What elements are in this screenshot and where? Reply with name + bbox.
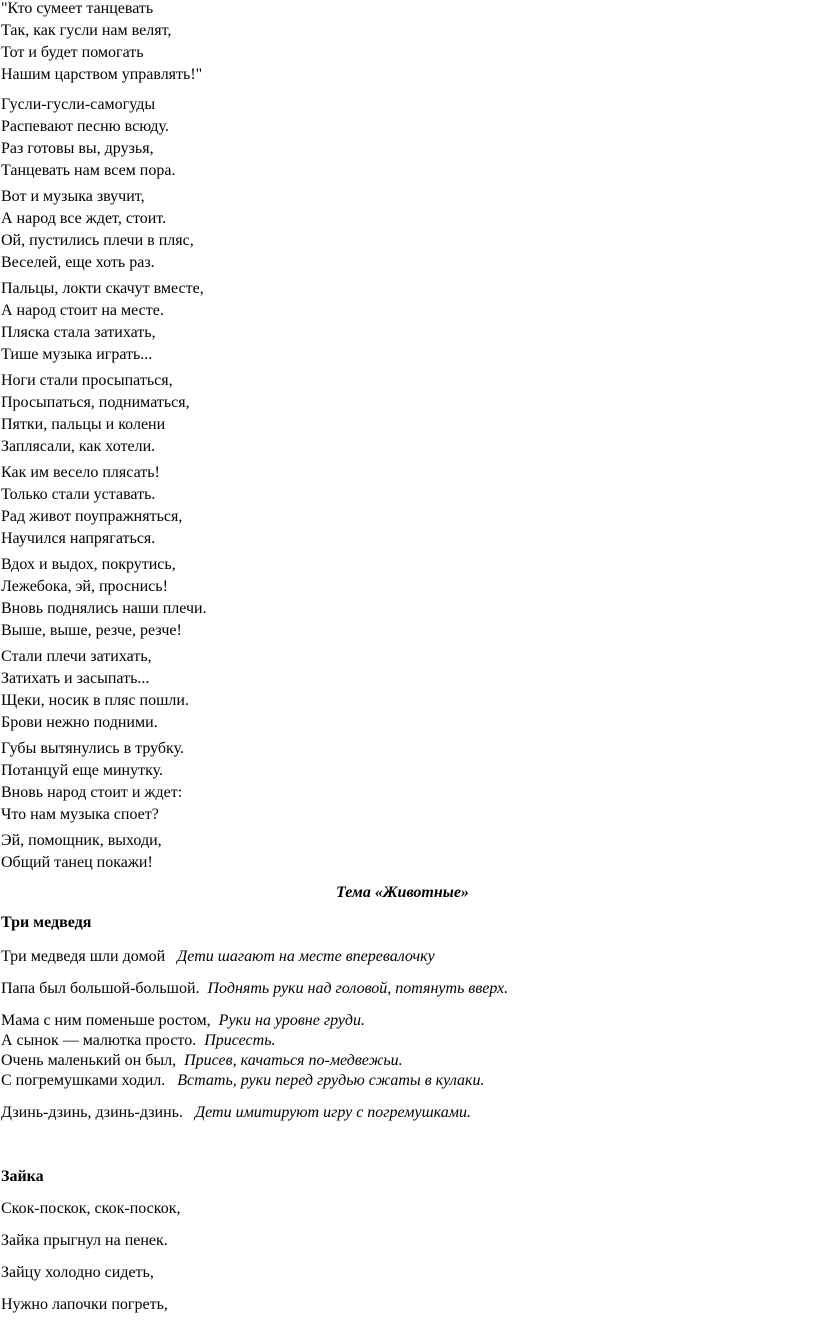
poem-line: Ноги стали просыпаться,	[1, 372, 173, 389]
verse-text: Мама с ним поменьше ростом,	[1, 1012, 211, 1029]
poem-line: Тот и будет помогать	[1, 44, 144, 61]
poem-line: Нашим царством управлять!"	[1, 66, 203, 83]
poem-line: А народ все ждет, стоит.	[1, 210, 167, 227]
poem-line: Пятки, пальцы и колени	[1, 416, 166, 433]
poem-line: Общий танец покажи!	[1, 854, 153, 871]
poem-line: Научился напрягаться.	[1, 530, 156, 547]
poem-line: Эй, помощник, выходи,	[1, 832, 162, 849]
poem-line: Губы вытянулись в трубку.	[1, 740, 184, 757]
verse-text: Дзинь-дзинь, дзинь-дзинь.	[1, 1104, 183, 1121]
heading-three-bears: Три медведя	[1, 914, 92, 931]
bears-line	[1, 1050, 403, 1072]
verse-text: Очень маленький он был,	[1, 1052, 177, 1069]
poem-line: Лежебока, эй, проснись!	[1, 578, 168, 595]
poem-line: Вдох и выдох, покрутись,	[1, 556, 176, 573]
poem-line: Заплясали, как хотели.	[1, 438, 156, 455]
action-note: Встать, руки перед грудью сжаты в кулаки.	[177, 1072, 485, 1089]
action-note: Присев, качаться по-медвежьи.	[184, 1052, 403, 1069]
poem-line: Просыпаться, подниматься,	[1, 394, 190, 411]
poem-line: "Кто сумеет танцевать	[1, 0, 154, 17]
poem-line: Только стали уставать.	[1, 486, 156, 503]
bears-line	[1, 1030, 275, 1052]
bears-line	[1, 1070, 484, 1092]
action-note: Дети шагают на месте вперевалочку	[177, 948, 435, 965]
poem-line: Вновь поднялись наши плечи.	[1, 600, 207, 617]
poem-line: Что нам музыка споет?	[1, 806, 159, 823]
poem-line: Брови нежно подними.	[1, 714, 158, 731]
verse-text: С погремушками ходил.	[1, 1072, 166, 1089]
bunny-line: Зайцу холодно сидеть,	[1, 1264, 154, 1281]
bunny-line: Скок-поскок, скок-поскок,	[1, 1200, 181, 1217]
poem-line: Рад живот поупражняться,	[1, 508, 183, 525]
action-note: Поднять руки над головой, потянуть вверх.	[207, 980, 509, 997]
poem-line: Распевают песню всюду.	[1, 118, 169, 135]
poem-line: Веселей, еще хоть раз.	[1, 254, 155, 271]
section-title: Тема «Животные»	[336, 884, 469, 901]
poem-line: Раз готовы вы, друзья,	[1, 140, 154, 157]
action-note: Дети имитируют игру с погремушками.	[194, 1104, 471, 1121]
poem-line: Потанцуй еще минутку.	[1, 762, 164, 779]
bears-line	[1, 946, 435, 968]
bears-line	[1, 1102, 471, 1124]
poem-line: Ой, пустились плечи в пляс,	[1, 232, 194, 249]
poem-line: Тише музыка играть...	[1, 346, 153, 363]
poem-line: Гусли-гусли-самогуды	[1, 96, 156, 113]
poem-line: Вот и музыка звучит,	[1, 188, 145, 205]
poem-line: Вновь народ стоит и ждет:	[1, 784, 183, 801]
bunny-line: Зайка прыгнул на пенек.	[1, 1232, 168, 1249]
poem-line: Стали плечи затихать,	[1, 648, 152, 665]
bears-line	[1, 978, 508, 1000]
poem-line: Затихать и засыпать...	[1, 670, 150, 687]
verse-text: Три медведя шли домой	[1, 948, 166, 965]
heading-bunny: Зайка	[1, 1168, 44, 1185]
poem-line: Щеки, носик в пляс пошли.	[1, 692, 189, 709]
poem-line: Пальцы, локти скачут вместе,	[1, 280, 204, 297]
bears-line	[1, 1010, 365, 1032]
poem-line: Танцевать нам всем пора.	[1, 162, 176, 179]
action-note: Присесть.	[204, 1032, 276, 1049]
poem-line: Так, как гусли нам велят,	[1, 22, 172, 39]
bunny-line: Нужно лапочки погреть,	[1, 1296, 168, 1313]
poem-line: Пляска стала затихать,	[1, 324, 156, 341]
verse-text: Папа был большой-большой.	[1, 980, 200, 997]
poem-line: А народ стоит на месте.	[1, 302, 164, 319]
verse-text: А сынок — малютка просто.	[1, 1032, 197, 1049]
poem-line: Выше, выше, резче, резче!	[1, 622, 182, 639]
action-note: Руки на уровне груди.	[218, 1012, 366, 1029]
poem-line: Как им весело плясать!	[1, 464, 160, 481]
